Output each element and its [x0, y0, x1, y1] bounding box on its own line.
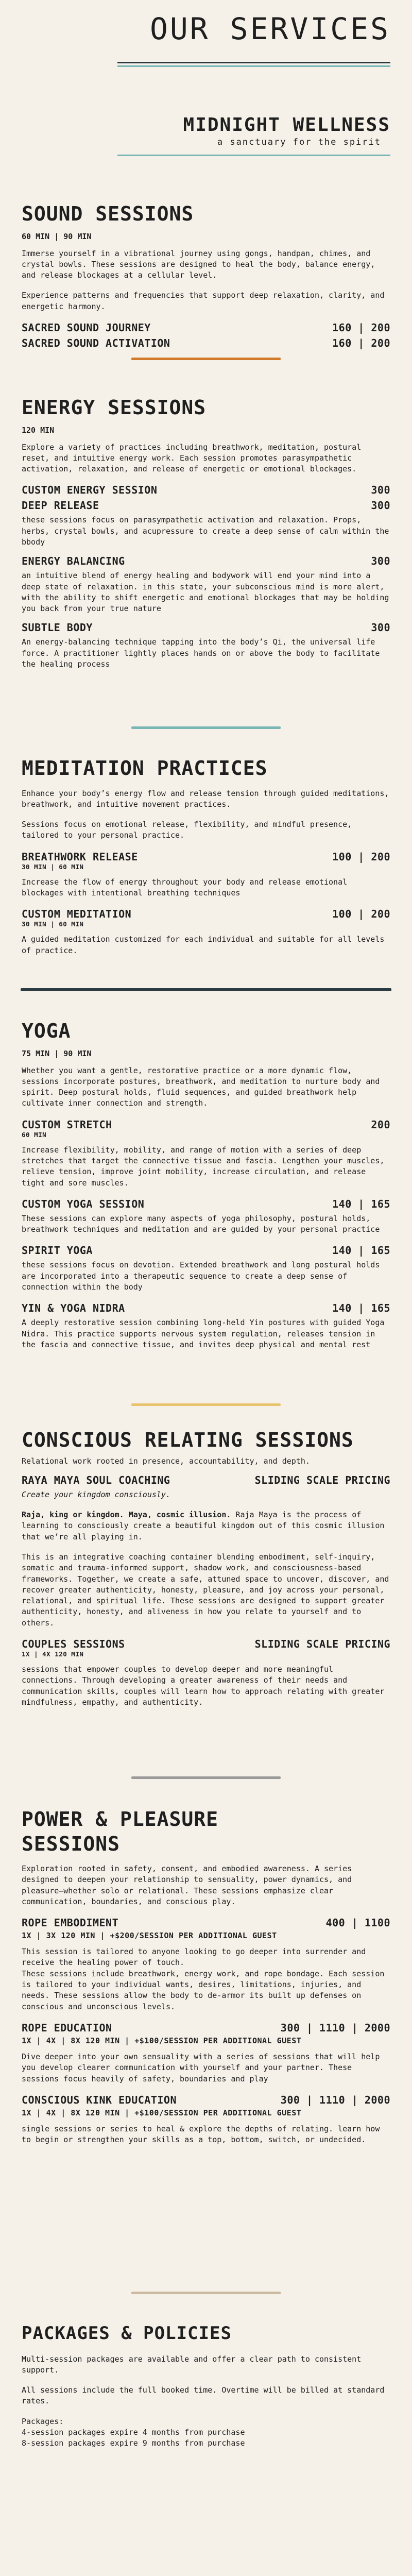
service-price: 300 — [371, 484, 390, 497]
divider-teal — [131, 726, 281, 729]
service-row — [22, 621, 390, 634]
divider-grey — [131, 1776, 281, 1779]
yoga-section — [22, 1019, 390, 1360]
section-title: CONSCIOUS RELATING SESSIONS — [22, 1429, 354, 1451]
service-duration: 1X | 4X | 8X 120 MIN | +$100/SESSION PER ADDITIONAL GUEST — [22, 2108, 302, 2117]
service-price: 300 | 1110 | 2000 — [280, 2093, 390, 2106]
service-name: CUSTOM YOGA SESSION — [22, 1197, 145, 1210]
service-name: SUBTLE BODY — [22, 621, 93, 634]
service-name: BREATHWORK RELEASE — [22, 850, 138, 863]
section-duration: 75 MIN | 90 MIN — [22, 1048, 92, 1058]
service-description: Increase the flow of energy throughout your body and release emotional blockages with intentional breathing techniques — [22, 877, 348, 897]
section-intro: Exploration rooted in safety, consent, and embodied awareness. A series designed to deepen your relationship to sensuality, power dynamics, and pleasure—whether solo or relational. These sessions emphasize clear communication, boundaries, and conscious play. — [22, 1864, 352, 1906]
service-description: Increase flexibility, mobility, and range of motion with a series of deep stretches that target the connective tissue and fascia. Lengthen your muscles, relieve tension, improve joint mobility, increase circulation, and release tight and sore muscles. — [22, 1145, 385, 1188]
divider-orange — [131, 358, 281, 360]
service-description: This session is tailored to anyone looking to go deeper into surrender and receive the healing power of touch. These sessions include breathwork, energy work, and rope bondage. Each session is tailored to your individual wants, desires, limitations, injuries, and needs. These sessions allow the body to de-armor its built up defenses on conscious and unconscious levels. — [22, 1947, 385, 2011]
service-row — [22, 484, 390, 496]
section-intro: Immerse yourself in a vibrational journey using gongs, handpan, chimes, and crystal bowls. These sessions are designed to heal the body, balance energy, and release blockages at a cellular level. — [22, 248, 375, 280]
section-title: YOGA — [22, 1020, 71, 1042]
service-name: YIN & YOGA NIDRA — [22, 1302, 125, 1315]
section-intro-2: Sessions focus on emotional release, flexibility, and mindful presence, tailored to your personal practice. — [22, 820, 352, 840]
section-title: POWER & PLEASURE SESSIONS — [22, 1808, 219, 1855]
section-duration: 120 MIN — [22, 425, 55, 435]
service-duration: 30 MIN | 60 MIN — [22, 920, 84, 928]
service-description: an intuitive blend of energy healing and bodywork will end your mind into a deep state of relaxation. in this state, your subconscious mind is more alert, with the ability to shift energetic and emotional blockages that may be holding you back from your true nature — [22, 571, 389, 614]
header-teal-rule — [117, 65, 390, 67]
service-name: CUSTOM MEDITATION — [22, 908, 132, 921]
service-description: these sessions focus on parasympathetic activation and relaxation. Props, herbs, crystal bowls, and acupressure to create a deep sense of calm within the bbody — [22, 515, 389, 547]
packages-policy: All sessions include the full booked time. Overtime will be billed at standard rates. — [22, 2385, 385, 2406]
service-row — [22, 2094, 390, 2106]
service-name: SPIRIT YOGA — [22, 1244, 93, 1257]
service-description — [22, 1510, 390, 1543]
header-dark-rule — [117, 62, 390, 63]
service-row — [22, 851, 390, 863]
service-row — [22, 1474, 390, 1486]
service-duration: 30 MIN | 60 MIN — [22, 862, 84, 871]
service-name: COUPLES SESSIONS — [22, 1638, 125, 1651]
packages-section — [22, 2323, 390, 2459]
service-price: 100 | 200 — [332, 908, 390, 921]
service-row — [22, 337, 390, 349]
service-description: these sessions focus on devotion. Extended breathwork and long postural holds are incorporated into a therapeutic sequence to create a deep sense of connection within the body — [22, 1260, 380, 1292]
service-row — [22, 499, 390, 512]
service-name: CONSCIOUS KINK EDUCATION — [22, 2093, 177, 2106]
service-lead-text: Raja Maya is the process of learning to consciously create a beautiful kingdom out of this cosmic illusion that we’re all playing in. — [22, 1510, 385, 1541]
service-row — [22, 555, 390, 567]
divider-beige — [131, 2292, 281, 2294]
divider-gold — [131, 1403, 281, 1406]
section-intro: Explore a variety of practices including breathwork, meditation, postural reset, and intuitive energy work. Each session promotes parasympathetic activation, relaxation, and release of energetic or emotional blockages. — [22, 442, 362, 474]
service-description: A deeply restorative session combining long-held Yin postures with guided Yoga Nidra. This practice supports nervous system regulation, releases tension in the fascia and connective tissue, and invites deep physical and mental rest — [22, 1318, 385, 1349]
section-intro: Relational work rooted in presence, accountability, and depth. — [22, 1456, 310, 1466]
section-title: SOUND SESSIONS — [22, 202, 194, 225]
service-duration: 1X | 3X 120 MIN | +$200/SESSION PER ADDITIONAL GUEST — [22, 1931, 277, 1941]
packages-intro: Multi-session packages are available and offer a clear path to consistent support. — [22, 2354, 362, 2375]
service-price: 300 — [371, 555, 390, 568]
service-row — [22, 1638, 390, 1650]
brand-rule — [117, 155, 390, 156]
service-row — [22, 1917, 390, 1929]
service-description: A guided meditation customized for each individual and suitable for all levels of practice. — [22, 935, 385, 955]
service-name: ENERGY BALANCING — [22, 555, 125, 568]
service-row — [22, 321, 390, 334]
section-duration: 60 MIN | 90 MIN — [22, 231, 92, 241]
conscious-relating-section — [22, 1428, 390, 1717]
service-price: 300 — [371, 621, 390, 634]
service-price: 300 — [371, 499, 390, 512]
service-price: 140 | 165 — [332, 1302, 390, 1315]
packages-list: Packages: 4-session packages expire 4 months from purchase 8-session packages expire 9 months from purchase — [22, 2416, 245, 2448]
service-price: 160 | 200 — [332, 321, 390, 334]
service-price: SLIDING SCALE PRICING — [254, 1638, 390, 1651]
meditation-section — [22, 756, 390, 965]
service-row — [22, 908, 390, 920]
service-name: DEEP RELEASE — [22, 499, 99, 512]
section-intro: Whether you want a gentle, restorative practice or a more dynamic flow, sessions incorporate postures, breathwork, and meditation to nurture body and spirit. Deep postural holds, fluid sequences, and guided breathwork help cultivate inner connection and strength. — [22, 1065, 380, 1108]
section-title: PACKAGES & POLICIES — [22, 2323, 232, 2344]
service-name: CUSTOM ENERGY SESSION — [22, 484, 158, 497]
service-price: 140 | 165 — [332, 1197, 390, 1210]
service-duration: 1X | 4X | 8X 120 MIN | +$100/SESSION PER ADDITIONAL GUEST — [22, 2036, 302, 2045]
service-description: An energy-balancing technique tapping into the body’s Qi, the universal life force. A practitioner lightly places hands on or above the body to facilitate the healing process — [22, 637, 380, 669]
service-name: SACRED SOUND ACTIVATION — [22, 336, 170, 349]
service-description: Dive deeper into your own sensuality with a series of sessions that will help you develop clearer communication with yourself and your partner. These sessions focus heavily of safety, boundaries and play — [22, 2052, 380, 2083]
energy-sessions-section — [22, 396, 390, 677]
service-name: CUSTOM STRETCH — [22, 1118, 112, 1131]
section-title: ENERGY SESSIONS — [22, 396, 207, 419]
section-intro: Enhance your body’s energy flow and release tension through guided meditations, breathwork, and intuitive movement practices. — [22, 788, 389, 809]
service-name: SACRED SOUND JOURNEY — [22, 321, 151, 334]
service-price: SLIDING SCALE PRICING — [254, 1473, 390, 1486]
service-price: 160 | 200 — [332, 336, 390, 349]
service-tagline: Create your kingdom consciously. — [22, 1489, 170, 1499]
service-duration: 1X | 4X 120 MIN — [22, 1650, 84, 1658]
service-lead: Raja, king or kingdom. Maya, cosmic illusion. — [22, 1510, 231, 1520]
service-name: ROPE EDUCATION — [22, 2021, 112, 2034]
service-price: 200 — [371, 1118, 390, 1131]
service-price: 140 | 165 — [332, 1244, 390, 1257]
service-row — [22, 2022, 390, 2034]
sound-sessions-section — [22, 202, 390, 352]
service-row — [22, 1118, 390, 1131]
brand-name: MIDNIGHT WELLNESS — [183, 114, 390, 135]
divider-dark — [21, 988, 391, 991]
service-row — [22, 1302, 390, 1314]
service-row — [22, 1244, 390, 1257]
power-pleasure-section — [22, 1807, 390, 2155]
service-description-2: This is an integrative coaching container blending embodiment, self-inquiry, somatic and trauma-informed support, shadow work, and consciousness-based frameworks. Together, we create a safe, attuned space to uncover, discover, and recover greater authenticity, honesty, pleasure, and joy across your personal, relational, and spiritual life. These sessions are designed to support greater authenticity, honesty, and aliveness in how you relate to yourself and to others. — [22, 1552, 389, 1628]
service-price: 300 | 1110 | 2000 — [280, 2021, 390, 2034]
service-duration: 60 MIN — [22, 1130, 47, 1139]
section-title: MEDITATION PRACTICES — [22, 757, 268, 779]
brand-tagline: a sanctuary for the spirit — [217, 137, 381, 147]
page-title: OUR SERVICES — [149, 11, 390, 46]
service-price: 100 | 200 — [332, 850, 390, 863]
service-price: 400 | 1100 — [325, 1917, 390, 1929]
service-name: ROPE EMBODIMENT — [22, 1917, 119, 1929]
service-description: single sessions or series to heal & explore the depths of relating. learn how to begin or strengthen your skills as a top, bottom, switch, or undecided. — [22, 2124, 380, 2145]
service-row — [22, 1198, 390, 1210]
service-description: These sessions can explore many aspects of yoga philosophy, postural holds, breathwork techniques and meditation and are guided by your personal practice — [22, 1213, 380, 1234]
service-name: RAYA MAYA SOUL COACHING — [22, 1473, 170, 1486]
service-description: sessions that empower couples to develop deeper and more meaningful connections. Through developing a greater awareness of their needs and communication skills, couples will learn how to approach relating with greater mindfulness, empathy, and authenticity. — [22, 1665, 385, 1707]
section-intro-2: Experience patterns and frequencies that support deep relaxation, clarity, and energetic harmony. — [22, 291, 385, 311]
